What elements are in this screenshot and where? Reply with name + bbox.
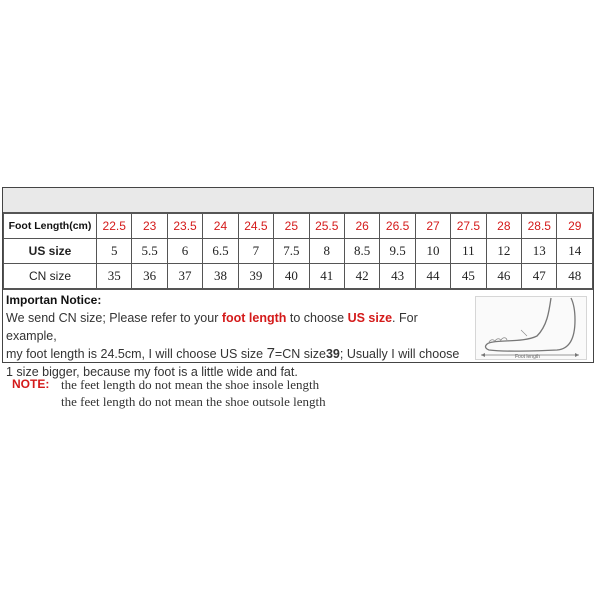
row-us-size [4, 239, 593, 264]
highlight-foot-length: foot length [221, 311, 287, 325]
table-cell: 24 [203, 214, 238, 239]
table-cell: 44 [415, 264, 450, 289]
note-line-insole: the feet length do not mean the shoe insole length [61, 377, 320, 392]
notice-text: my foot length is [6, 347, 101, 361]
table-cell: 23.5 [167, 214, 202, 239]
table-cell: 7 [238, 239, 273, 264]
notice-text: ; Usually I will choose [339, 347, 460, 361]
table-cell: 39 [238, 264, 273, 289]
table-cell: 26 [344, 214, 379, 239]
notice-body [6, 309, 466, 381]
note-line-outsole: the feet length do not mean the shoe outsole length [61, 394, 326, 409]
table-cell: 9.5 [380, 239, 415, 264]
table-cell: 36 [132, 264, 167, 289]
row-foot-length [4, 214, 593, 239]
table-cell: 35 [97, 264, 132, 289]
table-cell: 45 [451, 264, 486, 289]
notice-text: cm, I will choose US size [124, 347, 267, 361]
table-cell: 29 [557, 214, 593, 239]
table-cell: 8.5 [344, 239, 379, 264]
table-cell: 5 [97, 239, 132, 264]
table-cell: 27.5 [451, 214, 486, 239]
table-cell: 10 [415, 239, 450, 264]
notice-text: to choose [286, 311, 348, 325]
table-cell: 28 [486, 214, 521, 239]
chart-header-band [3, 188, 593, 213]
notice-section [3, 289, 593, 379]
table-cell: 8 [309, 239, 344, 264]
table-cell: 37 [167, 264, 202, 289]
example-foot-length: 24.5 [100, 347, 125, 361]
table-cell: 14 [557, 239, 593, 264]
notice-text: =CN size [274, 347, 326, 361]
table-cell: 27 [415, 214, 450, 239]
foot-icon [475, 296, 587, 360]
table-cell: 48 [557, 264, 593, 289]
row-cn-size [4, 264, 593, 289]
size-table [3, 213, 593, 289]
row-label: Foot Length(cm) [4, 214, 97, 239]
table-cell: 43 [380, 264, 415, 289]
table-cell: 46 [486, 264, 521, 289]
table-cell: 6 [167, 239, 202, 264]
table-cell: 24.5 [238, 214, 273, 239]
table-cell: 25.5 [309, 214, 344, 239]
table-cell: 13 [522, 239, 557, 264]
table-cell: 5.5 [132, 239, 167, 264]
table-cell: 40 [274, 264, 309, 289]
row-label: US size [4, 239, 97, 264]
table-cell: 47 [522, 264, 557, 289]
size-chart [2, 187, 594, 379]
table-cell: 26.5 [380, 214, 415, 239]
table-cell: 12 [486, 239, 521, 264]
example-cn-size: 39 [325, 347, 340, 361]
table-cell: 38 [203, 264, 238, 289]
notice-text: We send CN size; Please refer to your [6, 311, 222, 325]
table-cell: 22.5 [97, 214, 132, 239]
highlight-us-size: US size [347, 311, 393, 325]
notice-title: Importan Notice: [6, 293, 102, 307]
foot-length-figure-label: Foot length [515, 354, 541, 360]
row-label: CN size [4, 264, 97, 289]
example-us-size: 7 [266, 345, 275, 362]
notice-text: . For example, [6, 311, 418, 343]
table-cell: 25 [274, 214, 309, 239]
note-label: NOTE: [12, 377, 50, 391]
table-cell: 23 [132, 214, 167, 239]
table-cell: 41 [309, 264, 344, 289]
table-cell: 42 [344, 264, 379, 289]
notice-text: 1 size bigger, because my foot is a little wide and fat. [6, 365, 298, 379]
table-cell: 11 [451, 239, 486, 264]
table-cell: 28.5 [522, 214, 557, 239]
table-cell: 7.5 [274, 239, 309, 264]
table-cell: 6.5 [203, 239, 238, 264]
